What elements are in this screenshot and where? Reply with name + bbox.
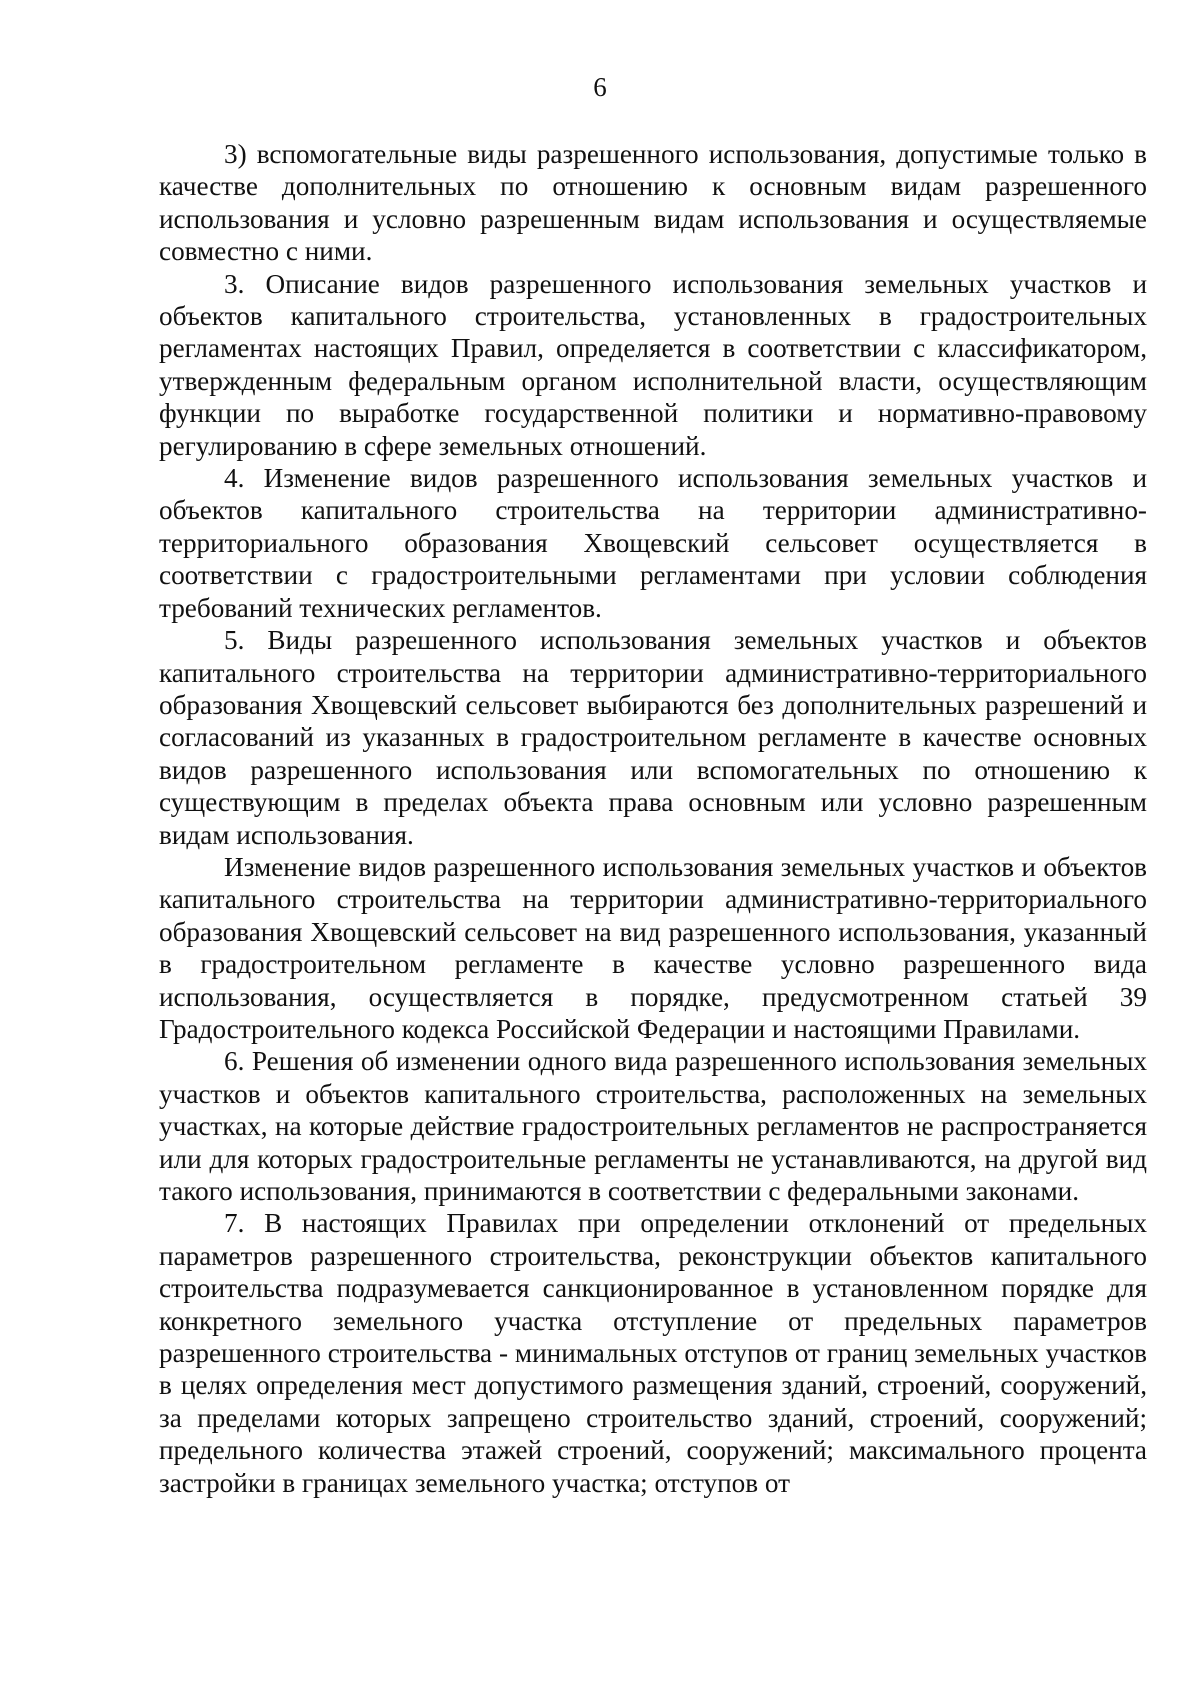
paragraph-subitem-3: 3) вспомогательные виды разрешенного использования, допустимые только в качестве дополнительных по отношению к основным видам разрешенного использования и условно разрешенным видам использования и осуществляемые совместно с ними. (159, 139, 1147, 267)
document-body (159, 138, 1147, 1499)
paragraph-6: 6. Решения об изменении одного вида разрешенного использования земельных участков и объектов капитального строительства, расположенных на земельных участках, на которые действие градостроительных регламентов не распространяется или для которых градостроительные регламенты не устанавливаются, на другой вид такого использования, принимаются в соответствии с федеральными законами. (159, 1046, 1147, 1206)
paragraph-5: 5. Виды разрешенного использования земельных участков и объектов капитального строительства на территории административно-территориального образования Хвощевский сельсовет выбираются без дополнительных разрешений и согласований из указанных в градостроительном регламенте в качестве основных видов разрешенного использования или вспомогательных по отношению к существующим в пределах объекта права основным или условно разрешенным видам использования. (159, 625, 1147, 850)
paragraph-7: 7. В настоящих Правилах при определении отклонений от предельных параметров разрешенного строительства, реконструкции объектов капитального строительства подразумевается санкционированное в установленном порядке для конкретного земельного участка отступление от предельных параметров разрешенного строительства - минимальных отступов от границ земельных участков в целях определения мест допустимого размещения зданий, строений, сооружений, за пределами которых запрещено строительство зданий, строений, сооружений; предельного количества этажей строений, сооружений; максимального процента застройки в границах земельного участка; отступов от (159, 1208, 1147, 1498)
paragraph-5-continuation: Изменение видов разрешенного использования земельных участков и объектов капитального строительства на территории административно-территориального образования Хвощевский сельсовет на вид разрешенного использования, указанный в градостроительном регламенте в качестве условно разрешенного вида использования, осуществляется в порядке, предусмотренном статьей 39 Градостроительного кодекса Российской Федерации и настоящими Правилами. (159, 851, 1147, 1044)
paragraph-4: 4. Изменение видов разрешенного использования земельных участков и объектов капитального строительства на территории административно-территориального образования Хвощевский сельсовет осуществляется в соответствии с градостроительными регламентами при условии соблюдения требований технических регламентов. (159, 463, 1147, 623)
page-number: 6 (593, 72, 607, 102)
paragraph-3: 3. Описание видов разрешенного использования земельных участков и объектов капитального строительства, установленных в градостроительных регламентах настоящих Правил, определяется в соответствии с классификатором, утвержденным федеральным органом исполнительной власти, осуществляющим функции по выработке государственной политики и нормативно-правовому регулированию в сфере земельных отношений. (159, 268, 1147, 461)
